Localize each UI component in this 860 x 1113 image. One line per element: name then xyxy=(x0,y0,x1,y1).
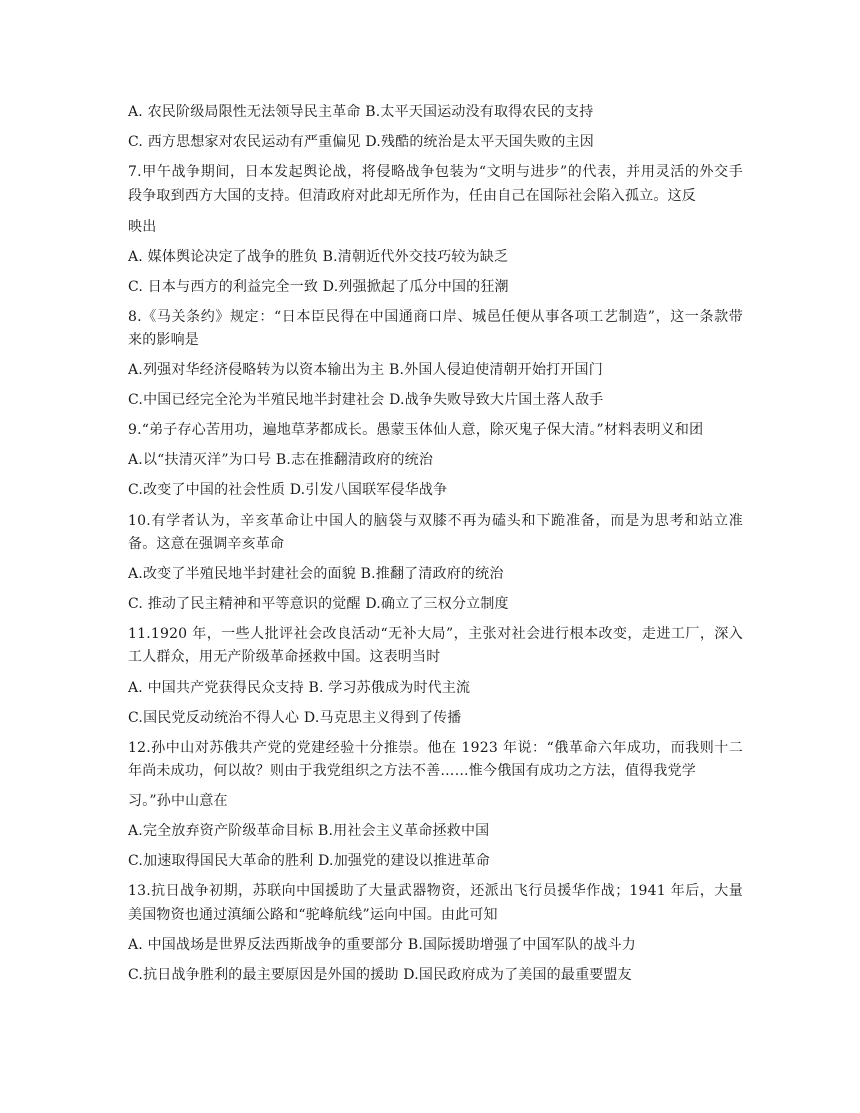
q10-option-cd: C. 推动了民主精神和平等意识的觉醒 D.确立了三权分立制度 xyxy=(128,596,509,612)
q8-option-cd: C.中国已经完全沦为半殖民地半封建社会 D.战争失败导致大片国土落人敌手 xyxy=(128,392,604,408)
q11-option-ab: A. 中国共产党获得民众支持 B. 学习苏俄成为时代主流 xyxy=(128,680,471,696)
q6-option-ab: A. 农民阶级局限性无法领导民主革命 B.太平天国运动没有取得农民的支持 xyxy=(128,104,594,120)
q8-stem-line-2: 来的影响是 xyxy=(128,332,199,348)
q9-option-ab: A.以“扶清灭洋”为口号 B.志在推翻清政府的统治 xyxy=(128,452,434,468)
q12-stem-line-1: 12.孙中山对苏俄共产党的党建经验十分推崇。他在 1923 年说：“俄革命六年成功，而我则十二 xyxy=(128,740,743,756)
q13-stem-line-2: 美国物资也通过滇缅公路和“驼峰航线”运向中国。由此可知 xyxy=(128,907,498,923)
q12-option-cd: C.加速取得国民大革命的胜利 D.加强党的建设以推进革命 xyxy=(128,853,490,869)
q11-stem-line-1: 11.1920 年，一些人批评社会改良活动“无补大局”，主张对社会进行根本改变，走进工厂，深入 xyxy=(128,626,743,642)
q7-option-cd: C. 日本与西方的利益完全一致 D.列强掀起了瓜分中国的狂潮 xyxy=(128,279,509,295)
q9-option-cd: C.改变了中国的社会性质 D.引发八国联军侵华战争 xyxy=(128,482,448,498)
q12-stem-line-3: 习。”孙中山意在 xyxy=(128,793,228,809)
q13-stem-line-1: 13.抗日战争初期，苏联向中国援助了大量武器物资，还派出飞行员援华作战；1941 年后，大量 xyxy=(128,883,743,899)
q6-option-cd: C. 西方思想家对农民运动有严重偏见 D.残酷的统治是太平天国失败的主因 xyxy=(128,134,594,150)
q7-stem-line-2: 段争取到西方大国的支持。但清政府对此却无所作为，任由自己在国际社会陷入孤立。这反 xyxy=(128,188,696,204)
q13-option-cd: C.抗日战争胜利的最主要原因是外国的援助 D.国民政府成为了美国的最重要盟友 xyxy=(128,967,632,983)
q7-stem-line-1: 7.甲午战争期间，日本发起舆论战，将侵略战争包装为“文明与进步”的代表，并用灵活的外交手 xyxy=(128,164,743,180)
q7-option-ab: A. 媒体舆论决定了战争的胜负 B.清朝近代外交技巧较为缺乏 xyxy=(128,249,509,265)
q11-stem-line-2: 工人群众，用无产阶级革命拯救中国。这表明当时 xyxy=(128,649,441,665)
q10-option-ab: A.改变了半殖民地半封建社会的面貌 B.推翻了清政府的统治 xyxy=(128,566,504,582)
q8-option-ab: A.列强对华经济侵略转为以资本输出为主 B.外国人侵迫使清朝开始打开国门 xyxy=(128,362,603,378)
q10-stem-line-2: 备。这意在强调辛亥革命 xyxy=(128,536,285,552)
q10-stem-line-1: 10.有学者认为，辛亥革命让中国人的脑袋与双膝不再为磕头和下跪准备，而是为思考和站立准 xyxy=(128,513,743,529)
q9-stem-line-1: 9.“弟子存心苦用功，遍地草茅都成长。愚蒙玉体仙人意，除灭鬼子保大清。”材料表明义和团 xyxy=(128,422,704,438)
q7-stem-line-3: 映出 xyxy=(128,219,157,235)
q12-stem-line-2: 年尚未成功，何以故？则由于我党组织之方法不善……惟今俄国有成功之方法，值得我党学 xyxy=(128,763,696,779)
q8-stem-line-1: 8.《马关条约》规定：“日本臣民得在中国通商口岸、城邑任便从事各项工艺制造”，这一条款带 xyxy=(128,309,743,325)
q12-option-ab: A.完全放弃资产阶级革命目标 B.用社会主义革命拯救中国 xyxy=(128,823,490,839)
q13-option-ab: A. 中国战场是世界反法西斯战争的重要部分 B.国际援助增强了中国军队的战斗力 xyxy=(128,937,636,953)
q11-option-cd: C.国民党反动统治不得人心 D.马克思主义得到了传播 xyxy=(128,710,462,726)
